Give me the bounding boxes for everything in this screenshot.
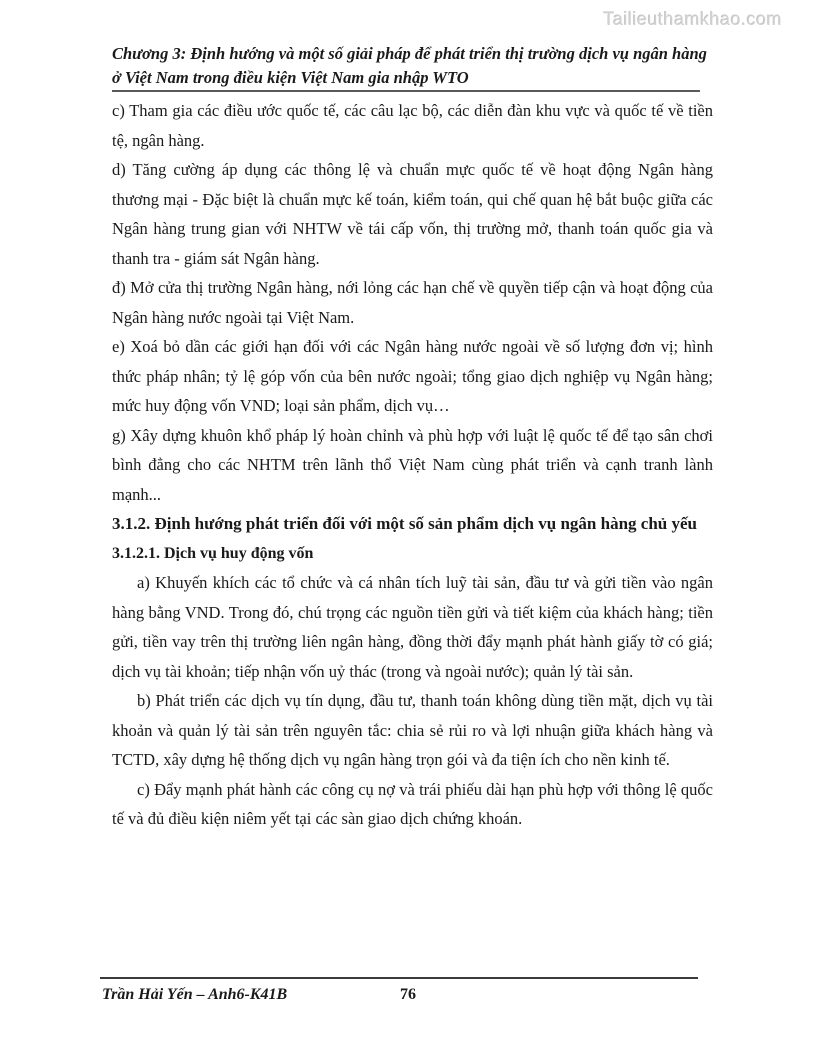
section-heading-3-1-2: 3.1.2. Định hướng phát triển đối với một số sản phẩm dịch vụ ngân hàng chủ yếu — [112, 514, 697, 533]
watermark-text: Tailieuthamkhao.com — [603, 9, 782, 29]
page-footer — [102, 986, 713, 1010]
footer-author: Trần Hải Yến – Anh6-K41B — [102, 986, 288, 1003]
paragraph-b: b) Phát triển các dịch vụ tín dụng, đầu tư, thanh toán không dùng tiền mặt, dịch vụ tài khoản và quản lý tài sản trên nguyên tắc: chia sẻ rủi ro và lợi nhuận giữa khách hàng và TCTD, xây dựng hệ thống dịch vụ ngân hàng trọn gói và đa tiện ích cho nền kinh tế. — [112, 691, 713, 769]
paragraph-d: d) Tăng cường áp dụng các thông lệ và chuẩn mực quốc tế về hoạt động Ngân hàng thương mại - Đặc biệt là chuẩn mực kế toán, kiểm toán, qui chế quan hệ bắt buộc giữa các Ngân hàng trung gian với NHTW về tái cấp vốn, thị trường mở, thanh toán quốc gia và thanh tra - giám sát Ngân hàng. — [112, 160, 713, 268]
paragraph-e: e) Xoá bỏ dần các giới hạn đối với các Ngân hàng nước ngoài về số lượng đơn vị; hình thức pháp nhân; tỷ lệ góp vốn của bên nước ngoài; tổng giao dịch nghiệp vụ Ngân hàng; mức huy động vốn VND; loại sản phẩm, dịch vụ… — [112, 337, 713, 415]
paragraph-a: a) Khuyến khích các tổ chức và cá nhân tích luỹ tài sản, đầu tư và gửi tiền vào ngân hàng bằng VND. Trong đó, chú trọng các nguồn tiền gửi và tiết kiệm của khách hàng; tiền gửi, tiền vay trên thị trường liên ngân hàng, đồng thời đẩy mạnh phát hành giấy tờ có giá; dịch vụ tài khoản; tiếp nhận vốn uỷ thác (trong và ngoài nước); quản lý tài sản. — [112, 573, 713, 681]
footer-divider — [100, 977, 698, 979]
subsection-heading-3-1-2-1: 3.1.2.1. Dịch vụ huy động vốn — [112, 544, 314, 562]
paragraph-c: c) Tham gia các điều ước quốc tế, các câu lạc bộ, các diễn đàn khu vực và quốc tế về tiền tệ, ngân hàng. — [112, 101, 713, 150]
document-body — [112, 96, 713, 834]
header-divider — [112, 90, 700, 92]
paragraph-g: g) Xây dựng khuôn khổ pháp lý hoàn chỉnh và phù hợp với luật lệ quốc tế để tạo sân chơi bình đẳng cho các NHTM trên lãnh thổ Việt Nam cùng phát triển và cạnh tranh lành mạnh... — [112, 425, 713, 504]
page-number: 76 — [400, 986, 416, 1003]
paragraph-c2: c) Đẩy mạnh phát hành các công cụ nợ và trái phiếu dài hạn phù hợp với thông lệ quốc tế và đủ điều kiện niêm yết tại các sàn giao dịch chứng khoán. — [112, 779, 713, 828]
chapter-header: Chương 3: Định hướng và một số giải pháp để phát triển thị trường dịch vụ ngân hàng ở Việt Nam trong điều kiện Việt Nam gia nhập WTO — [112, 44, 707, 87]
paragraph-dd: đ) Mở cửa thị trường Ngân hàng, nới lỏng các hạn chế về quyền tiếp cận và hoạt động của Ngân hàng nước ngoài tại Việt Nam. — [112, 278, 713, 327]
